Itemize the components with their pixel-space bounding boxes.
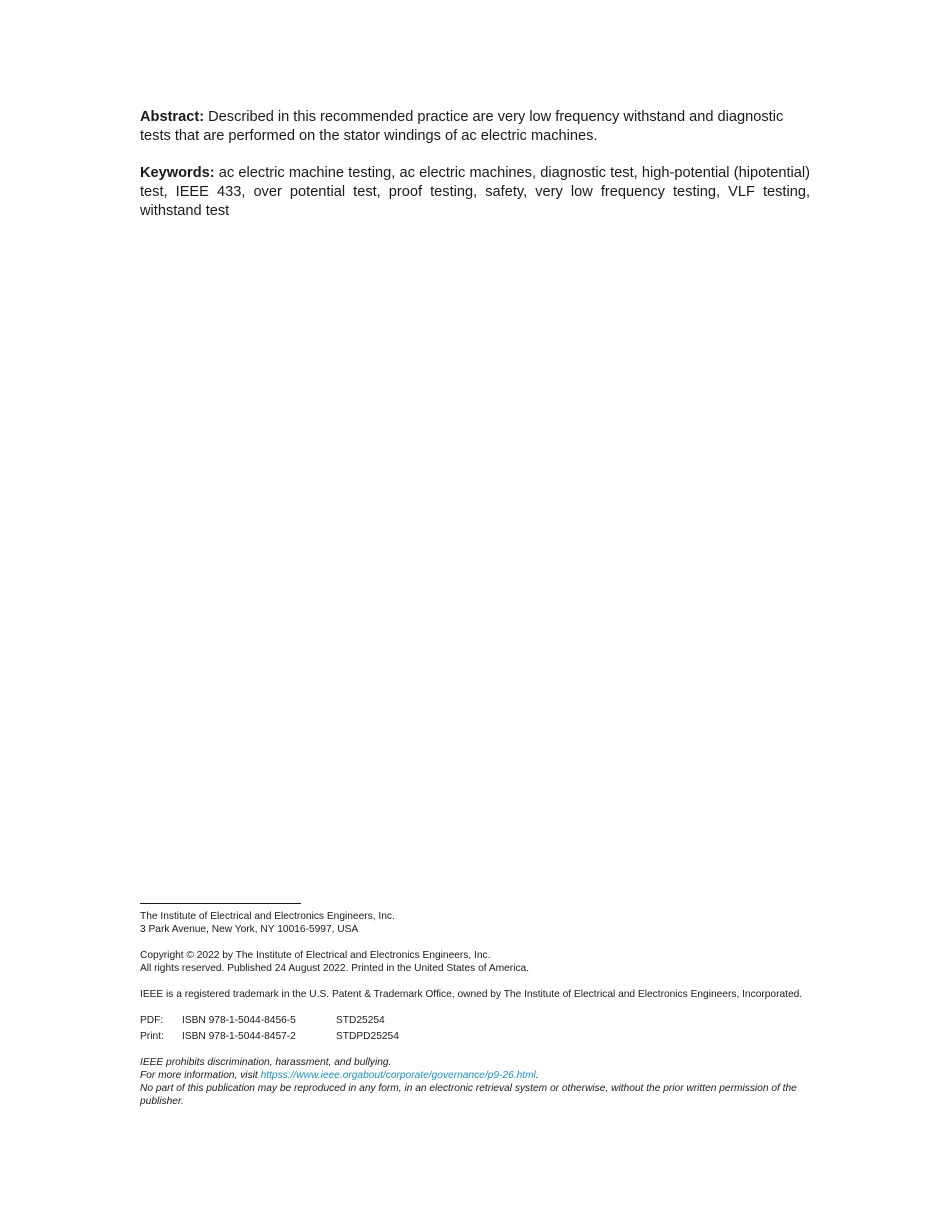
policy-line: IEEE prohibits discrimination, harassment, and bullying.: [140, 1057, 392, 1068]
more-info-suffix: .: [535, 1070, 539, 1081]
abstract-label: Abstract:: [140, 109, 205, 125]
front-matter: [140, 108, 810, 221]
policy-block: [140, 1056, 812, 1108]
abstract-text: Described in this recommended practice are very low frequency withstand and diagnostic tests that are performed on the stator windings of ac electric machines.: [140, 109, 784, 144]
isbn-code: STDPD25254: [336, 1031, 399, 1042]
abstract-paragraph: [140, 108, 810, 146]
publisher-name: The Institute of Electrical and Electronics Engineers, Inc.: [140, 911, 395, 922]
governance-link[interactable]: httpss://www.ieee.orgabout/corporate/governance/p9-26.html: [260, 1070, 536, 1081]
rights-line: All rights reserved. Published 24 August 2022. Printed in the United States of America.: [140, 963, 530, 974]
trademark-notice: IEEE is a registered trademark in the U.S. Patent & Trademark Office, owned by The Institute of Electrical and Electronics Engineers, Incorporated.: [140, 989, 803, 1000]
copyright-line: Copyright © 2022 by The Institute of Electrical and Electronics Engineers, Inc.: [140, 950, 491, 961]
isbn-number: ISBN 978-1-5044-8457-2: [182, 1031, 296, 1042]
isbn-block: [140, 1014, 812, 1043]
keywords-text: ac electric machine testing, ac electric machines, diagnostic test, high-potential (hipotential) test, IEEE 433, over potential test, proof testing, safety, very low frequency testing, VLF testing, withstand test: [140, 165, 810, 219]
footer-rule: [140, 903, 301, 904]
isbn-code: STD25254: [336, 1015, 385, 1026]
publication-footer: [140, 903, 812, 1108]
isbn-row-pdf: [140, 1014, 812, 1027]
keywords-label: Keywords:: [140, 165, 215, 181]
publisher-block: [140, 910, 812, 936]
publisher-address: 3 Park Avenue, New York, NY 10016-5997, USA: [140, 924, 359, 935]
more-info-line: [140, 1069, 812, 1082]
more-info-prefix: For more information, visit: [140, 1070, 261, 1081]
isbn-format: Print:: [140, 1031, 164, 1042]
isbn-number: ISBN 978-1-5044-8456-5: [182, 1015, 296, 1026]
reproduction-notice: No part of this publication may be reproduced in any form, in an electronic retrieval system or otherwise, without the prior written permission of the publisher.: [140, 1083, 797, 1107]
keywords-paragraph: [140, 164, 810, 221]
isbn-row-print: [140, 1030, 812, 1043]
isbn-format: PDF:: [140, 1015, 164, 1026]
copyright-block: [140, 949, 812, 975]
